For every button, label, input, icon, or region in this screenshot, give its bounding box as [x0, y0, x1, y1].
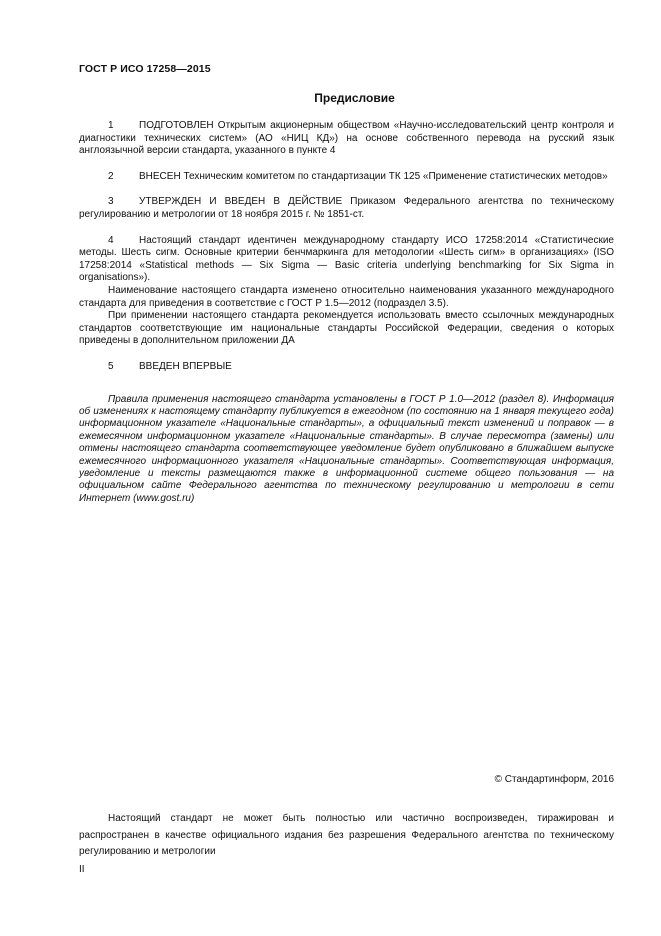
item-number: 2	[108, 170, 114, 182]
foreword-item-2	[79, 171, 614, 184]
item-number: 5	[108, 360, 114, 372]
item-text: ВНЕСЕН Техническим комитетом по стандартизации ТК 125 «Применение статистических методов»	[139, 170, 608, 182]
foreword-item-5	[79, 361, 614, 374]
page-number: II	[79, 864, 85, 875]
foreword-item-1	[79, 120, 614, 158]
rules-notice: Правила применения настоящего стандарта установлены в ГОСТ Р 1.0—2012 (раздел 8). Информация об изменениях к настоящему стандарту публикуется в ежегодном (по состоянию на 1 января текущего года) информационном указателе «Национальные стандарты», а официальный текст изменений и поправок — в ежемесячном информационном указателе «Национальные стандарты». В случае пересмотра (замены) или отмены настоящего стандарта соответствующее уведомление будет опубликовано в ближайшем выпуске ежемесячного информационного указателя «Национальные стандарты». Соответствующая информация, уведомление и тексты размещаются также в информационной системе общего пользования — на официальном сайте Федерального агентства по техническому регулированию и метрологии в сети Интернет (www.gost.ru)	[79, 393, 614, 504]
item-number: 1	[108, 120, 114, 131]
item-number: 4	[108, 234, 114, 246]
page-title-wrap	[0, 89, 661, 107]
foreword-body	[79, 120, 614, 505]
foreword-item-3	[79, 196, 614, 221]
item-number: 3	[108, 196, 114, 208]
item-text: ПОДГОТОВЛЕН Открытым акционерным обществом «Научно-исследовательский центр контроля и диагностики технических систем» (АО «НИЦ КД») на основе собственного перевода на русский язык англоязычной версии стандарта, указанного в пункте 4	[79, 120, 614, 157]
copyright-notice: Настоящий стандарт не может быть полностью или частично воспроизведен, тиражирован и распространен в качестве официального издания без разрешения Федерального агентства по техническому регулированию и метрологии	[79, 813, 614, 857]
item-4-name-change: Наименование настоящего стандарта изменено относительно наименования указанного международного стандарта для приведения в соответствие с ГОСТ Р 1.5—2012 (подраздел 3.5).	[79, 284, 614, 309]
item-4-references-note: При применении настоящего стандарта рекомендуется использовать вместо ссылочных международных стандартов соответствующие им национальные стандарты Российской Федерации, сведения о которых приведены в дополнительном приложении ДА	[79, 310, 614, 347]
item-text: ВВЕДЕН ВПЕРВЫЕ	[139, 360, 232, 372]
copyright: © Стандартинформ, 2016	[494, 774, 614, 785]
page-title: Предисловие	[314, 91, 395, 105]
foreword-item-4	[79, 235, 614, 285]
standard-code: ГОСТ Р ИСО 17258—2015	[79, 63, 211, 75]
item-text: УТВЕРЖДЕН И ВВЕДЕН В ДЕЙСТВИЕ Приказом Федерального агентства по техническому регулированию и метрологии от 18 ноября 2015 г. № 1851-ст.	[79, 196, 614, 220]
item-text: Настоящий стандарт идентичен международному стандарту ИСО 17258:2014 «Статистические методы. Шесть сигм. Основные критерии бенчмаркинга для методологии «Шесть сигм» в организациях» (ISO 17258:2014 «Statistical methods — Six Sigma — Basic criteria underlying benchmarking for Six Sigma in organisations»).	[79, 234, 614, 284]
